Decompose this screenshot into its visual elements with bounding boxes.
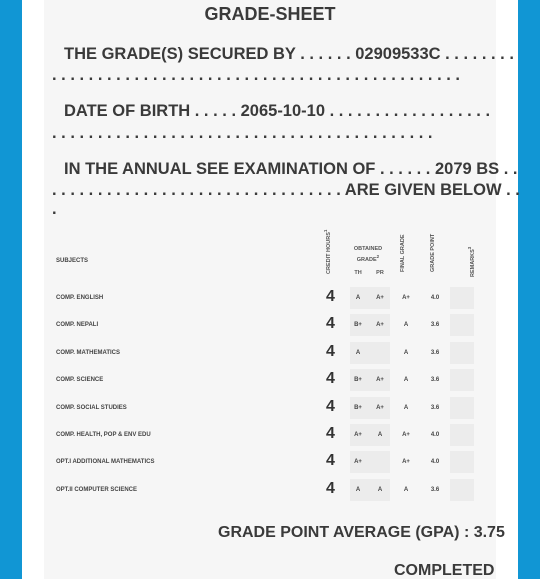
remarks-shade xyxy=(450,424,474,446)
subject-name: COMP. SOCIAL STUDIES xyxy=(56,404,127,411)
left-margin xyxy=(22,0,44,579)
remarks-shade xyxy=(450,397,474,419)
theory-grade: A+ xyxy=(354,459,362,466)
subject-name: OPT.II COMPUTER SCIENCE xyxy=(56,486,138,493)
date-of-birth-line: DATE OF BIRTH . . . . . 2065-10-10 . . . . . . . . . . . . . . . . . . xyxy=(64,102,491,120)
sheet-title: GRADE-SHEET xyxy=(204,4,336,24)
date-of-birth-dots: . . . . . . . . . . . . . . . . . . . . . . . . . . . . . . . . . . . . . . . . . . xyxy=(52,124,433,142)
final-grade: A xyxy=(403,349,409,356)
grade-point: 4.0 xyxy=(430,459,440,466)
practical-grade: A+ xyxy=(376,322,384,329)
completion-status: COMPLETED xyxy=(394,562,495,579)
given-below-line: . . . . . . . . . . . . . . . . . . . . . . . . . . . . . . . . ARE GIVEN BELOW . . xyxy=(52,181,520,199)
practical-grade: A+ xyxy=(376,295,384,301)
grade-point: 3.6 xyxy=(430,377,440,384)
final-grade: A xyxy=(403,377,409,384)
trailing-dot: . xyxy=(52,200,57,218)
theory-grade: A xyxy=(355,486,361,493)
subject-name: COMP. HEALTH, POP & ENV EDU xyxy=(56,432,151,438)
header-obtained-grade: GRADE$^2$ xyxy=(356,254,380,263)
grade-point: 4.0 xyxy=(430,295,440,301)
grade-point: 3.6 xyxy=(430,404,440,411)
header-pr: PR xyxy=(376,270,384,276)
credit-hours-value: 4 xyxy=(326,397,335,415)
final-grade: A+ xyxy=(402,295,410,301)
right-margin xyxy=(496,0,518,579)
grade-point: 3.6 xyxy=(430,349,440,356)
credit-hours-value: 4 xyxy=(326,370,335,388)
grade-point: 3.6 xyxy=(430,486,440,493)
practical-grade: A xyxy=(377,432,383,438)
remarks-shade xyxy=(450,369,474,391)
subject-name: COMP. NEPALI xyxy=(56,322,99,329)
credit-hours-value: 4 xyxy=(326,288,335,305)
remarks-shade xyxy=(450,342,474,364)
gpa-line: GRADE POINT AVERAGE (GPA) : 3.75 xyxy=(218,524,505,541)
secured-by-line: THE GRADE(S) SECURED BY . . . . . . 02909533C . . . . . . . . xyxy=(64,45,514,63)
subject-name: OPT.I ADDITIONAL MATHEMATICS xyxy=(56,459,155,466)
credit-hours-value: 4 xyxy=(326,452,335,470)
theory-grade: A xyxy=(355,349,361,356)
subject-name: COMP. MATHEMATICS xyxy=(56,349,120,356)
grade-sheet[interactable] xyxy=(44,0,520,579)
final-grade: A xyxy=(403,404,409,411)
theory-grade: A xyxy=(355,295,361,301)
remarks-shade xyxy=(450,479,474,501)
theory-grade: B+ xyxy=(354,404,362,411)
final-grade: A+ xyxy=(402,459,410,466)
grade-point: 4.0 xyxy=(430,432,440,438)
header-credit-hours: CREDIT HOURS$^1$ xyxy=(323,229,332,274)
secured-by-dots: . . . . . . . . . . . . . . . . . . . . . . . . . . . . . . . . . . . . . . . . . . . . . xyxy=(52,66,460,84)
header-subjects: SUBJECTS xyxy=(56,258,89,264)
theory-grade: B+ xyxy=(354,377,362,384)
practical-grade: A xyxy=(377,486,383,493)
header-remarks: REMARKS$^3$ xyxy=(467,246,476,277)
header-final-grade: FINAL GRADE xyxy=(400,234,406,272)
theory-grade: B+ xyxy=(354,322,362,329)
practical-grade: A+ xyxy=(376,377,384,384)
header-grade-point: GRADE POINT xyxy=(430,233,436,272)
practical-grade: A+ xyxy=(376,404,384,411)
header-th: TH xyxy=(354,270,362,276)
theory-grade: A+ xyxy=(354,432,362,438)
header-obtained: OBTAINED xyxy=(353,246,383,252)
subject-name: COMP. SCIENCE xyxy=(56,377,104,384)
credit-hours-value: 4 xyxy=(326,315,335,333)
remarks-shade xyxy=(450,287,474,309)
credit-hours-value: 4 xyxy=(326,479,335,497)
left-blue-edge xyxy=(0,0,22,579)
credit-hours-value: 4 xyxy=(326,342,335,360)
grade-point: 3.6 xyxy=(430,322,440,329)
examination-line: IN THE ANNUAL SEE EXAMINATION OF . . . . . . 2079 BS . . xyxy=(64,160,518,178)
remarks-shade xyxy=(450,314,474,336)
remarks-shade xyxy=(450,451,474,473)
final-grade: A+ xyxy=(402,432,410,438)
final-grade: A xyxy=(403,322,409,329)
final-grade: A xyxy=(403,486,409,493)
right-blue-edge xyxy=(518,0,540,579)
credit-hours-value: 4 xyxy=(326,425,335,442)
subject-name: COMP. ENGLISH xyxy=(56,295,104,301)
